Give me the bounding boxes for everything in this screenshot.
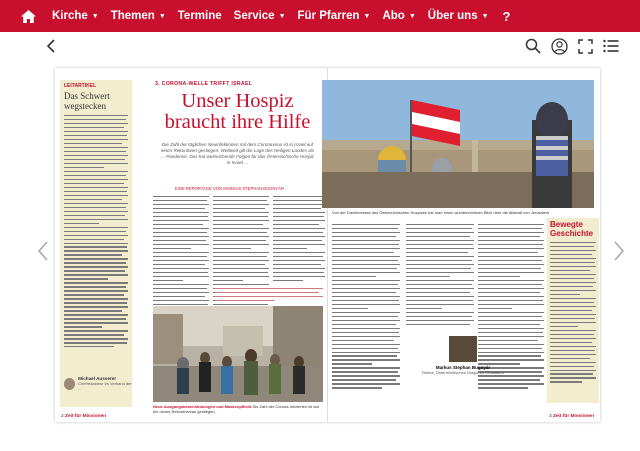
nav-item-label: Für Pfarren — [297, 10, 360, 22]
fullscreen-icon[interactable] — [576, 37, 594, 55]
right-page[interactable] — [328, 68, 600, 422]
search-icon[interactable] — [524, 37, 542, 55]
help-icon: ? — [502, 8, 511, 24]
chevron-down-icon: ▼ — [278, 12, 286, 20]
sidebar-text — [64, 115, 128, 347]
article-headline: Unser Hospiz braucht ihre Hilfe — [164, 90, 311, 133]
pull-quote — [215, 288, 323, 301]
help-button[interactable] — [503, 9, 511, 24]
caption-bold: Neue Ausgangsbeschränkungen und Maskenpflicht — [153, 404, 252, 409]
jerusalem-panorama-photo — [322, 80, 594, 208]
page-label: Zeit für Missionen — [552, 414, 594, 419]
reader-toolbar — [0, 32, 640, 60]
nav-item-service[interactable] — [234, 10, 286, 22]
chevron-down-icon: ▼ — [363, 12, 371, 20]
user-icon[interactable] — [550, 37, 568, 55]
nav-item-ueber-uns[interactable] — [428, 10, 489, 22]
article-column — [273, 196, 325, 281]
nav-item-termine[interactable] — [178, 10, 222, 22]
chevron-down-icon: ▼ — [481, 12, 489, 20]
editorial-sidebar — [60, 80, 132, 407]
photo-caption — [153, 404, 323, 414]
list-icon[interactable] — [602, 37, 620, 55]
caption-text: Die Zahl der Corona-Infizierten ist auf ein neues Rekordniveau gestiegen. — [153, 404, 319, 414]
article-byline: EINE REPORTAGE VON MARKUS STEPHAN BUGNYÁR — [175, 186, 284, 191]
magazine-spread[interactable] — [55, 68, 600, 422]
author-avatar — [64, 378, 75, 390]
nav-item-label: Über uns — [427, 10, 478, 22]
history-box-text — [550, 242, 596, 383]
sidebar-tag: LEITARTIKEL — [64, 83, 97, 89]
home-icon[interactable] — [16, 5, 40, 27]
top-navigation — [0, 0, 640, 32]
nav-item-label: Termine — [177, 10, 222, 22]
sidebar-title: Das Schwert wegstecken — [64, 91, 110, 111]
nav-item-label: Service — [233, 10, 275, 22]
person-name: Markus Stephan Bugnyár — [435, 365, 491, 370]
page-number: 2 — [61, 414, 64, 419]
nav-item-label: Kirche — [52, 10, 88, 22]
portrait-photo — [449, 336, 477, 362]
next-page-icon[interactable] — [612, 240, 626, 262]
nav-item-fuer-pfarren[interactable] — [298, 10, 371, 22]
chevron-down-icon: ▼ — [91, 12, 99, 20]
previous-page-icon[interactable] — [36, 240, 50, 262]
nav-item-kirche[interactable] — [52, 10, 99, 22]
author-note: Chefredakteur im Verband der ... — [78, 381, 132, 391]
nav-item-label: Themen — [110, 10, 155, 22]
sidebar-author — [64, 376, 132, 391]
person-portrait — [422, 336, 504, 375]
right-page-number — [549, 414, 594, 419]
street-scene-photo — [153, 306, 323, 402]
page-number: 3 — [548, 414, 552, 419]
back-icon[interactable] — [44, 39, 58, 53]
nav-item-label: Abo — [382, 10, 405, 22]
nav-item-abo[interactable] — [382, 10, 415, 22]
panorama-caption — [332, 210, 594, 215]
person-role: Rektor, Österreichisches Hospiz zu Jerusalem — [422, 370, 504, 375]
left-page[interactable] — [55, 68, 327, 422]
article-column — [332, 224, 400, 389]
article-column — [406, 224, 474, 325]
chevron-down-icon: ▼ — [158, 12, 166, 20]
chevron-down-icon: ▼ — [408, 12, 416, 20]
left-page-number — [61, 414, 106, 419]
magazine-viewer — [0, 60, 640, 451]
caption-text: Von der Dachterrasse des Österreichischen Hospizes hat man einen wunderschönen Blick über die Altstadt von Jerusalem. — [332, 210, 551, 215]
history-box — [547, 218, 599, 403]
author-name: Michael Ausserer — [78, 376, 117, 381]
history-box-title: Bewegte Geschichte — [550, 220, 594, 238]
page-label: Zeit für Missionen — [65, 414, 107, 419]
article-kicker: 3. CORONA-WELLE TRIFFT ISRAEL — [155, 81, 253, 87]
article-lead: Die Zahl der täglichen Neuinfektionen mit dem Coronavirus ist in Israel auf einen Rekordwert gestiegen. Weltweit gilt die Lage des Heiligen Landes als ... Pandemie. Das hat weitreichende Folgen für das Österreichische Hospiz in Israel ... — [160, 142, 315, 165]
nav-item-themen[interactable] — [111, 10, 166, 22]
